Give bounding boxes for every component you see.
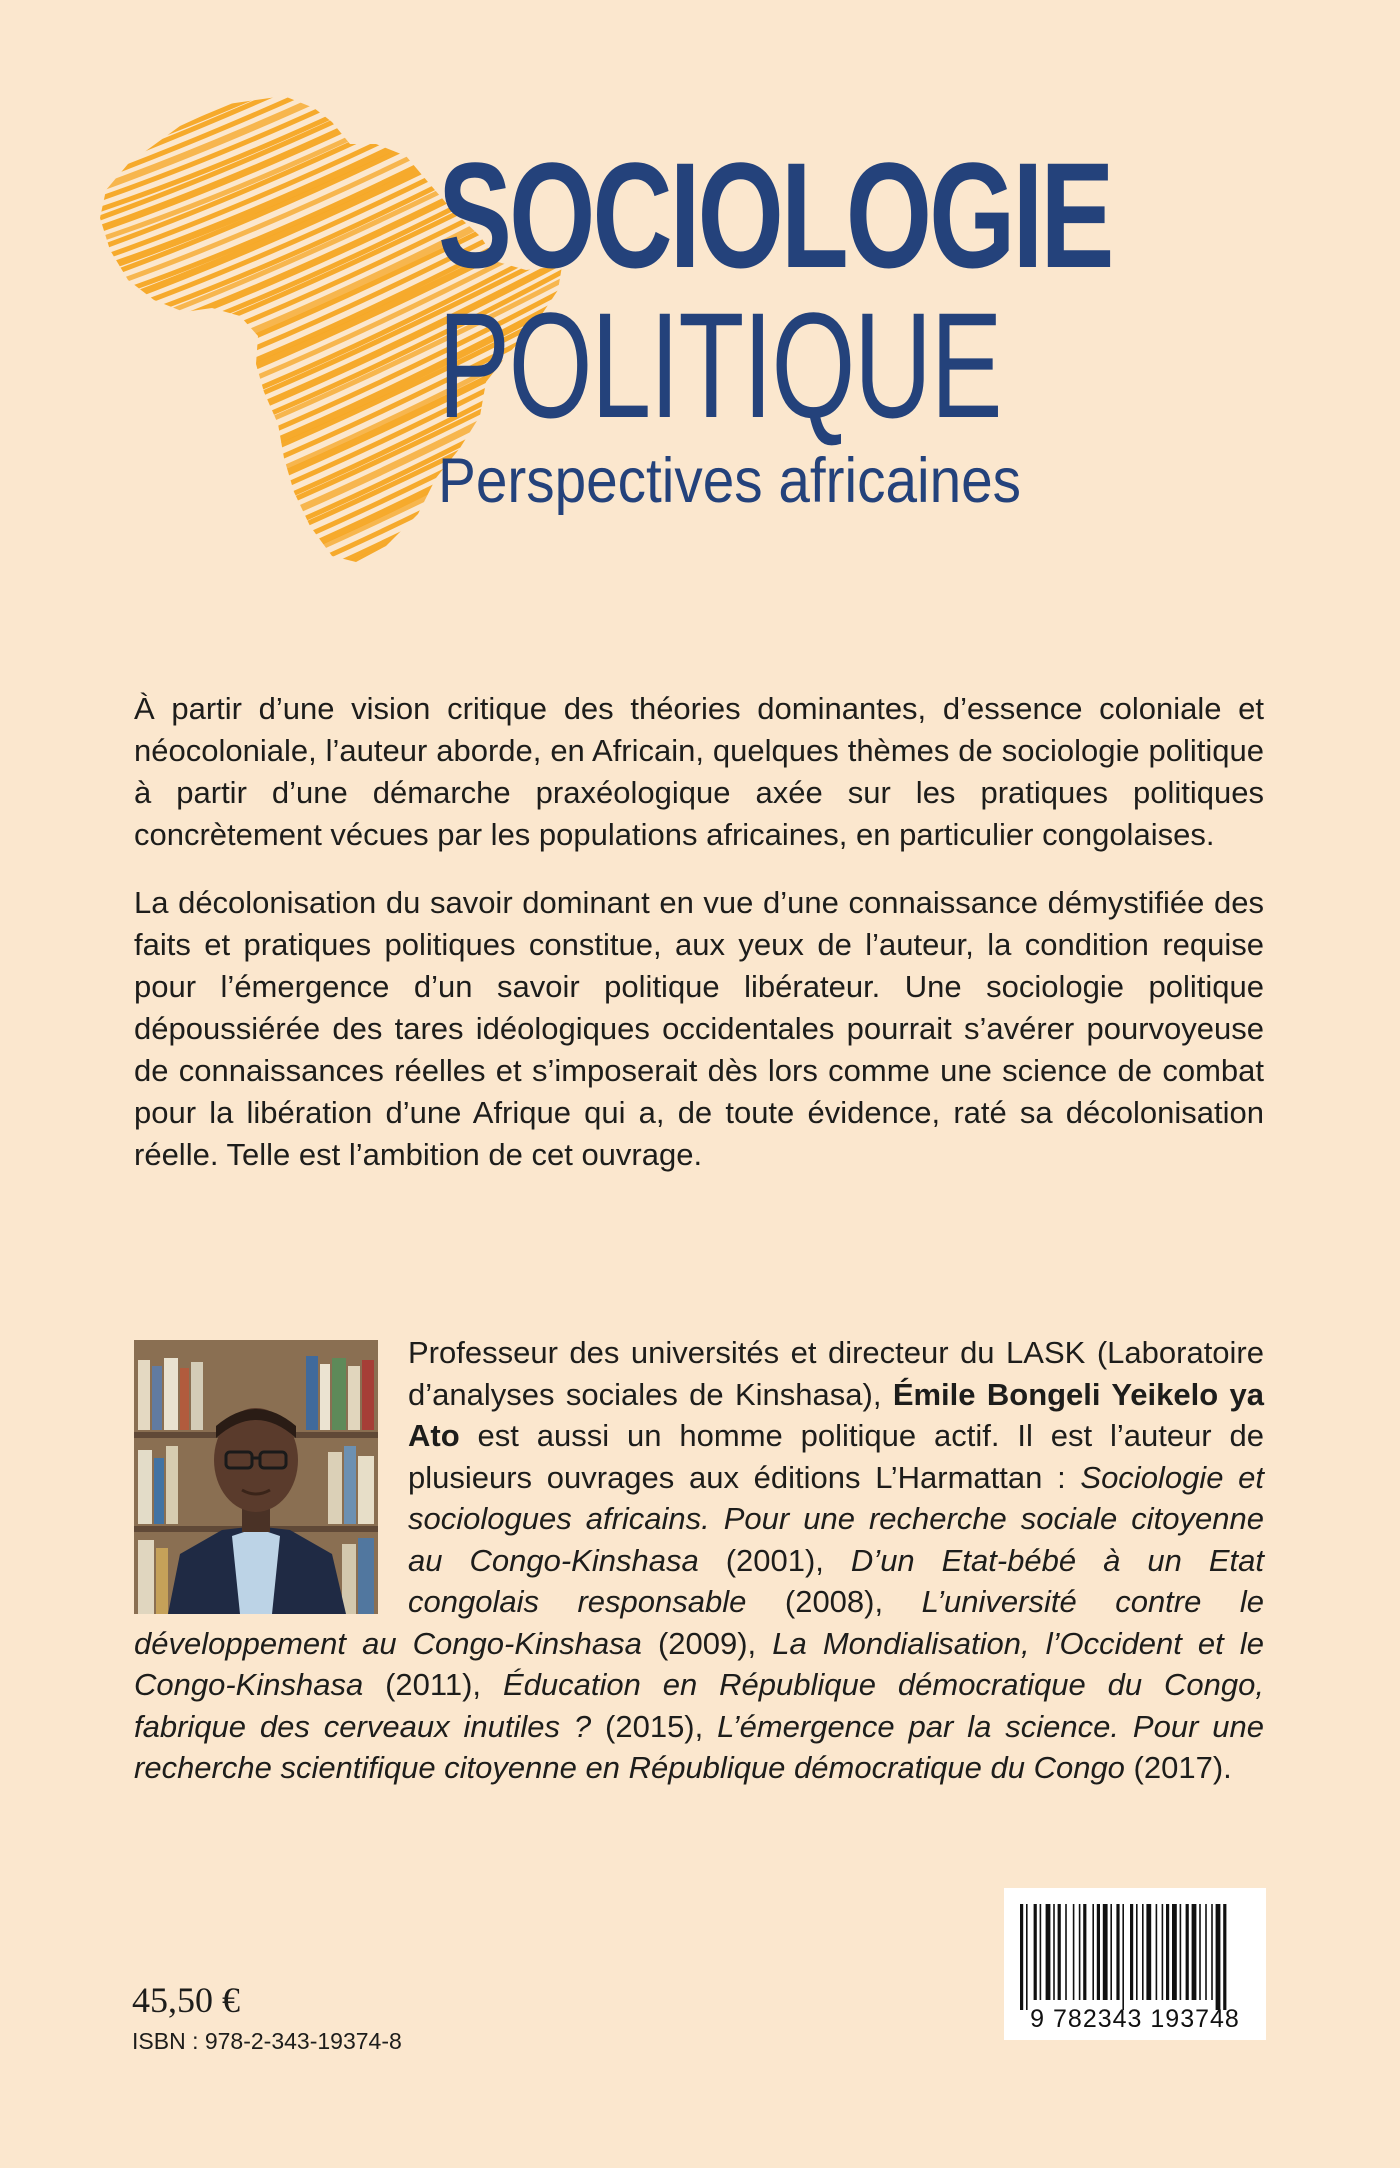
author-name: Émile Bongeli Yeikelo ya Ato <box>408 1376 1264 1453</box>
back-cover-blurb <box>134 688 1264 1176</box>
work-title: L’émergence par la science. Pour une recherche scientifique citoyenne en République démocratique du Congo <box>134 1708 1265 1785</box>
work-year: (2009), <box>641 1625 773 1661</box>
barcode-bars <box>1018 1904 1252 2010</box>
blurb-paragraph-2: La décolonisation du savoir dominant en vue d’une connaissance démystifiée des faits et pratiques politiques constitue, aux yeux de l’auteur, la condition requise pour l’émergence d’un savoir politique libérateur. Une sociologie politique dépoussiérée des tares idéologiques occidentales pourrait s’avérer pourvoyeuse de connaissances réelles et s’imposerait dès lors comme une science de combat pour la libération d’une Afrique qui a, de toute évidence, raté sa décolonisation réelle. Telle est l’ambition de cet ouvrage. <box>134 885 1264 1172</box>
blurb-paragraph-1: À partir d’une vision critique des théories dominantes, d’essence coloniale et néocoloniale, l’auteur aborde, en Africain, quelques thèmes de sociologie politique à partir d’une démarche praxéologique axée sur les pratiques politiques concrètement vécues par les populations africaines, en particulier congolaises. <box>134 691 1264 852</box>
work-year: (2015), <box>591 1708 718 1744</box>
cover-title-block <box>438 131 1218 516</box>
author-after-name: est aussi un homme politique actif. Il est l’auteur de plusieurs ouvrages aux éditions L’Harmattan : <box>408 1418 1264 1495</box>
isbn: ISBN : 978-2-343-19374-8 <box>132 2028 402 2054</box>
work-year: (2008), <box>746 1584 922 1619</box>
title-tagline: Perspectives africaines <box>438 446 1022 516</box>
work-title: Sociologie et sociologues africains. Pour une recherche sociale citoyenne au Congo-Kinshasa <box>408 1459 1264 1578</box>
price: 45,50 € <box>132 1980 240 2020</box>
barcode-number: 9 782343 193748 <box>1030 2005 1240 2033</box>
work-title: L’université contre le développement au Congo-Kinshasa <box>134 1584 1264 1661</box>
author-bio <box>134 1332 1264 1789</box>
author-intro: Professeur des universités et directeur du LASK (Laboratoire d’analyses sociales de Kinshasa), <box>408 1335 1264 1412</box>
barcode <box>1004 1888 1266 2040</box>
work-title: D’un Etat-bébé à un Etat congolais responsable <box>408 1542 1264 1619</box>
work-year: (2011), <box>363 1667 503 1702</box>
work-year: (2017). <box>1124 1750 1232 1785</box>
work-year: (2001), <box>698 1542 851 1578</box>
work-title: Éducation en République démocratique du Congo, fabrique des cerveaux inutiles ? <box>134 1667 1264 1744</box>
title-subtitle: POLITIQUE <box>438 281 1002 449</box>
author-photo <box>134 1340 378 1614</box>
title-main: SOCIOLOGIE <box>438 131 1112 299</box>
work-title: La Mondialisation, l’Occident et le Congo-Kinshasa <box>134 1625 1264 1702</box>
